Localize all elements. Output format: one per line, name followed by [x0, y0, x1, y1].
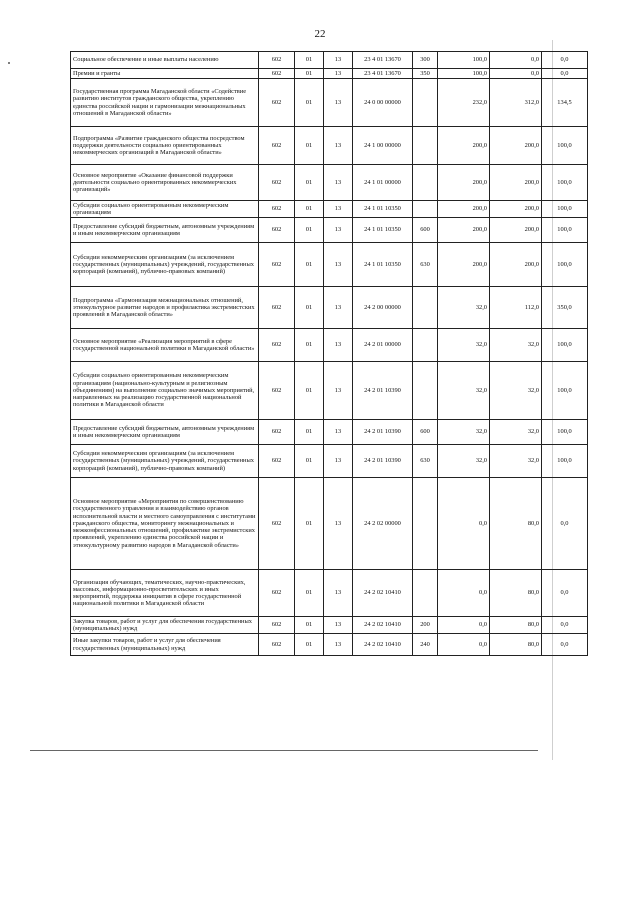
row-name: Подпрограмма «Развитие гражданского общества посредством поддержки деятельности социально ориентированных некоммерческих организаций в Магаданской области»	[71, 127, 259, 165]
row-amount-3: 0,0	[542, 69, 588, 79]
row-amount-1: 32,0	[438, 287, 490, 329]
row-department-code: 602	[259, 165, 295, 201]
row-amount-1: 200,0	[438, 127, 490, 165]
row-amount-2: 32,0	[490, 445, 542, 478]
row-section-code: 01	[295, 617, 324, 634]
row-amount-3: 0,0	[542, 634, 588, 656]
row-amount-1: 200,0	[438, 201, 490, 218]
row-target-article: 24 2 01 10390	[353, 420, 413, 445]
row-amount-3: 100,0	[542, 165, 588, 201]
row-amount-1: 0,0	[438, 478, 490, 570]
row-expense-type: 350	[413, 69, 438, 79]
table-row	[71, 362, 588, 420]
row-department-code: 602	[259, 478, 295, 570]
row-target-article: 24 2 02 00000	[353, 478, 413, 570]
table-row	[71, 570, 588, 617]
row-amount-3: 0,0	[542, 617, 588, 634]
row-department-code: 602	[259, 127, 295, 165]
table-row	[71, 69, 588, 79]
row-amount-2: 32,0	[490, 420, 542, 445]
row-target-article: 24 0 00 00000	[353, 79, 413, 127]
table-row	[71, 287, 588, 329]
row-expense-type: 600	[413, 420, 438, 445]
row-department-code: 602	[259, 420, 295, 445]
row-name: Закупка товаров, работ и услуг для обеспечения государственных (муниципальных) нужд	[71, 617, 259, 634]
row-amount-1: 32,0	[438, 362, 490, 420]
row-section-code: 01	[295, 69, 324, 79]
row-subsection-code: 13	[324, 165, 353, 201]
row-amount-2: 32,0	[490, 329, 542, 362]
row-subsection-code: 13	[324, 287, 353, 329]
row-department-code: 602	[259, 79, 295, 127]
row-amount-2: 112,0	[490, 287, 542, 329]
row-target-article: 24 1 01 10350	[353, 201, 413, 218]
table-row	[71, 634, 588, 656]
row-name: Организация обучающих, тематических, научно-практических, массовых, информационно-просветительских и иных мероприятий, поддержка инициатив в сфере государственной национальной политики в Магаданской области	[71, 570, 259, 617]
row-section-code: 01	[295, 362, 324, 420]
row-subsection-code: 13	[324, 127, 353, 165]
row-department-code: 602	[259, 287, 295, 329]
row-amount-1: 0,0	[438, 617, 490, 634]
table-row	[71, 445, 588, 478]
row-name: Премии и гранты	[71, 69, 259, 79]
row-section-code: 01	[295, 445, 324, 478]
row-department-code: 602	[259, 617, 295, 634]
row-amount-2: 312,0	[490, 79, 542, 127]
row-name: Основное мероприятие «Мероприятия по совершенствованию государственного управления и взаимодействию органов исполнительной власти и местного самоуправления с институтами гражданского общества, мониторингу межнациональных и межконфессиональных отношений, профилактике экстремистских проявлений, укреплению единства российской нации и этнокультурному развитию народов в Магаданской области»	[71, 478, 259, 570]
row-amount-1: 32,0	[438, 420, 490, 445]
row-amount-2: 200,0	[490, 201, 542, 218]
row-expense-type	[413, 362, 438, 420]
row-section-code: 01	[295, 329, 324, 362]
table-row	[71, 243, 588, 287]
row-amount-3: 0,0	[542, 478, 588, 570]
row-department-code: 602	[259, 362, 295, 420]
table-row	[71, 218, 588, 243]
row-subsection-code: 13	[324, 445, 353, 478]
row-amount-3: 100,0	[542, 218, 588, 243]
row-subsection-code: 13	[324, 420, 353, 445]
row-name: Подпрограмма «Гармонизация межнациональных отношений, этнокультурное развитие народов и профилактика экстремистских проявлений в Магаданской области»	[71, 287, 259, 329]
row-target-article: 24 2 02 10410	[353, 634, 413, 656]
row-department-code: 602	[259, 69, 295, 79]
row-amount-2: 80,0	[490, 617, 542, 634]
row-amount-2: 200,0	[490, 127, 542, 165]
row-subsection-code: 13	[324, 329, 353, 362]
row-target-article: 24 2 01 00000	[353, 329, 413, 362]
row-name: Субсидии некоммерческим организациям (за исключением государственных (муниципальных) учреждений, государственных корпораций (компаний), публично-правовых компаний)	[71, 243, 259, 287]
row-department-code: 602	[259, 445, 295, 478]
table-row	[71, 127, 588, 165]
row-amount-1: 200,0	[438, 165, 490, 201]
row-amount-1: 100,0	[438, 52, 490, 69]
row-section-code: 01	[295, 478, 324, 570]
row-amount-2: 0,0	[490, 52, 542, 69]
row-amount-2: 32,0	[490, 362, 542, 420]
row-amount-3: 100,0	[542, 329, 588, 362]
budget-table-body	[71, 52, 588, 656]
row-amount-3: 0,0	[542, 52, 588, 69]
row-target-article: 23 4 01 13670	[353, 69, 413, 79]
row-target-article: 24 2 01 10390	[353, 362, 413, 420]
row-subsection-code: 13	[324, 218, 353, 243]
row-expense-type	[413, 570, 438, 617]
row-amount-1: 32,0	[438, 329, 490, 362]
row-subsection-code: 13	[324, 570, 353, 617]
row-amount-2: 200,0	[490, 218, 542, 243]
row-target-article: 23 4 01 13670	[353, 52, 413, 69]
table-row	[71, 201, 588, 218]
row-section-code: 01	[295, 634, 324, 656]
row-expense-type	[413, 287, 438, 329]
row-target-article: 24 2 02 10410	[353, 570, 413, 617]
row-department-code: 602	[259, 218, 295, 243]
row-amount-3: 0,0	[542, 570, 588, 617]
row-name: Субсидии некоммерческим организациям (за исключением государственных (муниципальных) учреждений, государственных корпораций (компаний), публично-правовых компаний)	[71, 445, 259, 478]
row-name: Социальное обеспечение и иные выплаты населению	[71, 52, 259, 69]
row-amount-3: 100,0	[542, 445, 588, 478]
row-amount-3: 134,5	[542, 79, 588, 127]
row-expense-type: 630	[413, 243, 438, 287]
row-department-code: 602	[259, 243, 295, 287]
row-expense-type	[413, 127, 438, 165]
row-expense-type: 300	[413, 52, 438, 69]
row-subsection-code: 13	[324, 362, 353, 420]
row-target-article: 24 1 00 00000	[353, 127, 413, 165]
row-target-article: 24 1 01 10350	[353, 243, 413, 287]
row-amount-2: 0,0	[490, 69, 542, 79]
row-amount-2: 80,0	[490, 478, 542, 570]
row-amount-2: 200,0	[490, 243, 542, 287]
row-name: Предоставление субсидий бюджетным, автономным учреждениям и иным некоммерческим организациям	[71, 420, 259, 445]
row-expense-type	[413, 165, 438, 201]
row-subsection-code: 13	[324, 79, 353, 127]
row-amount-1: 200,0	[438, 218, 490, 243]
row-department-code: 602	[259, 570, 295, 617]
row-section-code: 01	[295, 165, 324, 201]
row-name: Основное мероприятие «Реализация мероприятий в сфере государственной национальной политики в Магаданской области»	[71, 329, 259, 362]
row-section-code: 01	[295, 218, 324, 243]
row-amount-3: 100,0	[542, 243, 588, 287]
row-amount-3: 100,0	[542, 420, 588, 445]
row-amount-2: 80,0	[490, 570, 542, 617]
row-amount-1: 100,0	[438, 69, 490, 79]
row-target-article: 24 1 01 10350	[353, 218, 413, 243]
row-subsection-code: 13	[324, 69, 353, 79]
row-expense-type: 600	[413, 218, 438, 243]
row-amount-3: 100,0	[542, 362, 588, 420]
page-number: 22	[314, 28, 326, 40]
row-amount-1: 232,0	[438, 79, 490, 127]
row-expense-type: 630	[413, 445, 438, 478]
row-amount-1: 0,0	[438, 570, 490, 617]
row-expense-type: 240	[413, 634, 438, 656]
row-amount-3: 350,0	[542, 287, 588, 329]
row-section-code: 01	[295, 287, 324, 329]
row-subsection-code: 13	[324, 478, 353, 570]
row-subsection-code: 13	[324, 634, 353, 656]
row-section-code: 01	[295, 201, 324, 218]
scan-speck	[8, 62, 10, 64]
footer-rule	[30, 750, 538, 751]
row-department-code: 602	[259, 329, 295, 362]
row-expense-type	[413, 478, 438, 570]
row-expense-type	[413, 201, 438, 218]
row-expense-type	[413, 329, 438, 362]
row-section-code: 01	[295, 127, 324, 165]
row-name: Государственная программа Магаданской области «Содействие развитию институтов гражданского общества, укреплению единства российской нации и гармонизации межнациональных отношений в Магаданской области»	[71, 79, 259, 127]
table-row	[71, 329, 588, 362]
row-department-code: 602	[259, 52, 295, 69]
row-section-code: 01	[295, 79, 324, 127]
row-department-code: 602	[259, 201, 295, 218]
table-row	[71, 478, 588, 570]
row-section-code: 01	[295, 243, 324, 287]
row-subsection-code: 13	[324, 52, 353, 69]
row-section-code: 01	[295, 570, 324, 617]
row-department-code: 602	[259, 634, 295, 656]
row-amount-1: 0,0	[438, 634, 490, 656]
row-subsection-code: 13	[324, 201, 353, 218]
row-amount-3: 100,0	[542, 127, 588, 165]
row-name: Субсидии социально ориентированным некоммерческим организациям	[71, 201, 259, 218]
row-target-article: 24 1 01 00000	[353, 165, 413, 201]
row-name: Иные закупки товаров, работ и услуг для обеспечения государственных (муниципальных) нужд	[71, 634, 259, 656]
row-name: Основное мероприятие «Оказание финансовой поддержки деятельности социально ориентированных некоммерческих организаций»	[71, 165, 259, 201]
table-row	[71, 165, 588, 201]
row-amount-2: 80,0	[490, 634, 542, 656]
row-target-article: 24 2 00 00000	[353, 287, 413, 329]
row-amount-3: 100,0	[542, 201, 588, 218]
budget-table	[70, 51, 588, 656]
row-name: Предоставление субсидий бюджетным, автономным учреждениям и иным некоммерческим организациям	[71, 218, 259, 243]
row-target-article: 24 2 01 10390	[353, 445, 413, 478]
row-subsection-code: 13	[324, 617, 353, 634]
row-target-article: 24 2 02 10410	[353, 617, 413, 634]
row-amount-1: 200,0	[438, 243, 490, 287]
row-expense-type: 200	[413, 617, 438, 634]
row-expense-type	[413, 79, 438, 127]
row-amount-2: 200,0	[490, 165, 542, 201]
row-amount-1: 32,0	[438, 445, 490, 478]
row-subsection-code: 13	[324, 243, 353, 287]
table-row	[71, 420, 588, 445]
row-section-code: 01	[295, 420, 324, 445]
row-section-code: 01	[295, 52, 324, 69]
table-row	[71, 52, 588, 69]
table-row	[71, 617, 588, 634]
table-row	[71, 79, 588, 127]
row-name: Субсидии социально ориентированным некоммерческим организациям (национально-культурным и религиозным объединениям) на выполнение социально значимых мероприятий, направленных на реализацию государственной национальной политики в Магаданской области	[71, 362, 259, 420]
